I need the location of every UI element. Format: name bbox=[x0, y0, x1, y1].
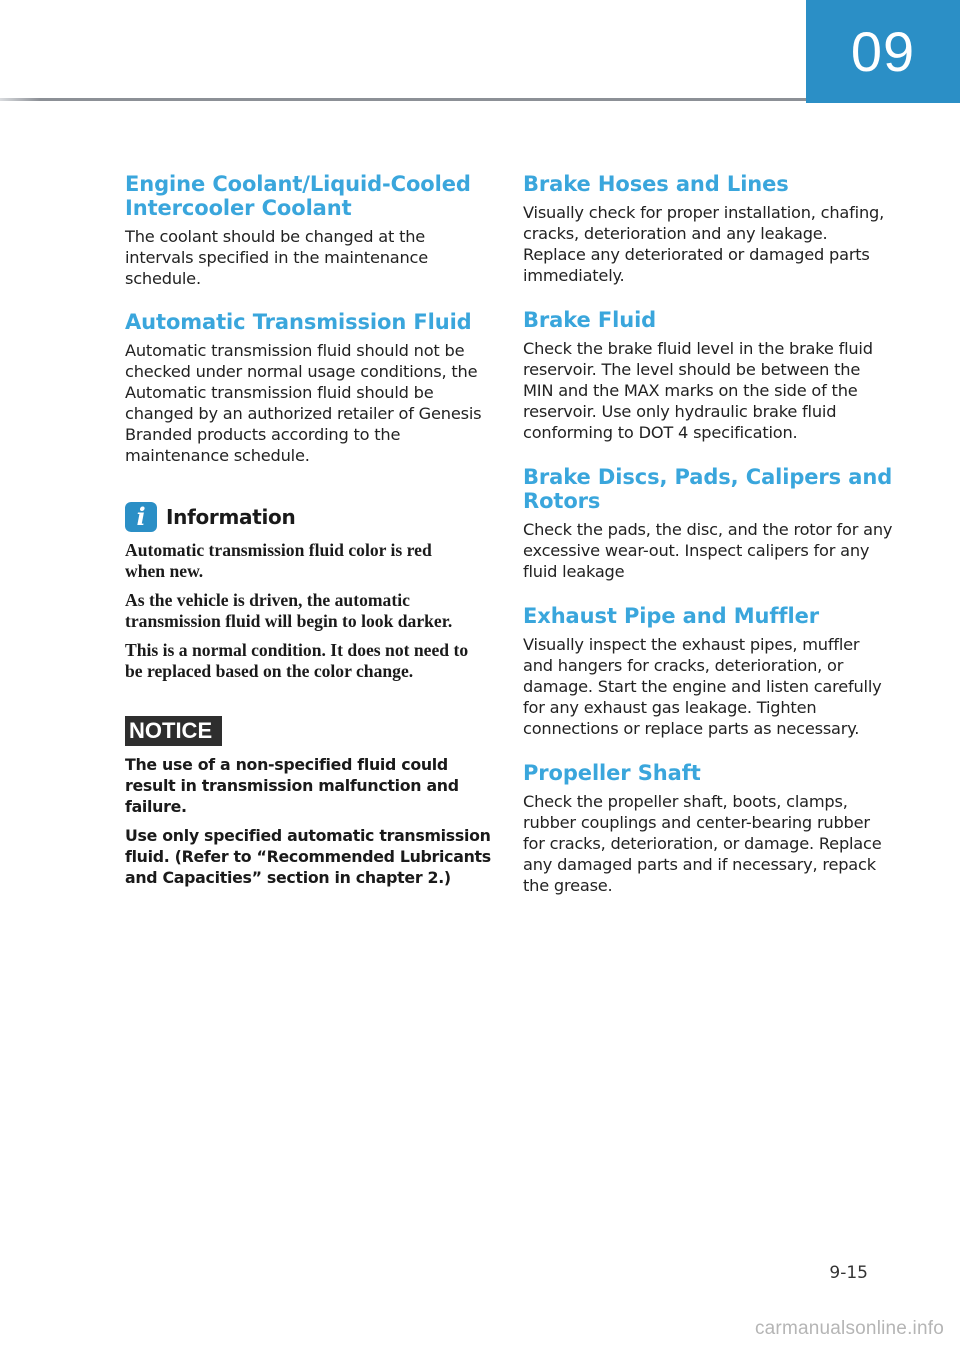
section-body: Check the brake fluid level in the brake fluid reservoir. The level should be between the MIN and the MAX marks on the side of the reservoir. Use only hydraulic brake fluid conforming to DOT 4 specification. bbox=[523, 339, 873, 442]
information-paragraph: As the vehicle is driven, the automatic transmission fluid will begin to look darker. bbox=[125, 590, 453, 631]
notice-paragraph: The use of a non-specified fluid could result in transmission malfunction and failure. bbox=[125, 755, 459, 816]
section-engine-coolant bbox=[125, 172, 495, 289]
information-paragraph: This is a normal condition. It does not need to be replaced based on the color change. bbox=[125, 640, 469, 681]
header-rule-fade bbox=[0, 98, 40, 101]
section-body: Automatic transmission fluid should not be checked under normal usage conditions, the Automatic transmission fluid should be changed by an authorized retailer of Genesis Branded products according to the maintenance schedule. bbox=[125, 341, 482, 465]
section-brake-discs bbox=[523, 465, 893, 582]
section-automatic-transmission-fluid bbox=[125, 310, 495, 466]
notice-paragraph: Use only specified automatic transmission fluid. (Refer to “Recommended Lubricants and Capacities” section in chapter 2.) bbox=[125, 826, 491, 887]
information-header bbox=[125, 502, 495, 532]
section-body: The coolant should be changed at the intervals specified in the maintenance schedule. bbox=[125, 227, 428, 288]
left-column bbox=[125, 172, 495, 888]
header-rule bbox=[0, 98, 806, 101]
section-body: Visually inspect the exhaust pipes, muffler and hangers for cracks, deterioration, or damage. Start the engine and listen carefully for any exhaust gas leakage. Tighten connections or replace parts as necessary. bbox=[523, 635, 882, 738]
information-paragraph: Automatic transmission fluid color is red when new. bbox=[125, 540, 432, 581]
information-box bbox=[125, 502, 495, 682]
section-body: Check the pads, the disc, and the rotor for any excessive wear-out. Inspect calipers for any fluid leakage bbox=[523, 520, 893, 581]
notice-badge: NOTICE bbox=[125, 716, 222, 746]
section-heading: Brake Hoses and Lines bbox=[523, 172, 789, 196]
section-propeller-shaft bbox=[523, 761, 893, 896]
section-heading: Brake Discs, Pads, Calipers and Rotors bbox=[523, 465, 893, 513]
section-brake-hoses bbox=[523, 172, 893, 286]
section-body: Check the propeller shaft, boots, clamps, rubber couplings and center-bearing rubber for cracks, deterioration, or damage. Replace any damaged parts and if necessary, repack the grease. bbox=[523, 792, 882, 895]
section-heading: Engine Coolant/Liquid-Cooled Intercooler Coolant bbox=[125, 172, 471, 220]
notice-box bbox=[125, 682, 495, 888]
page-number: 9-15 bbox=[829, 1263, 868, 1283]
section-heading: Exhaust Pipe and Muffler bbox=[523, 604, 819, 628]
watermark: carmanualsonline.info bbox=[754, 1318, 944, 1339]
chapter-tab: 09 bbox=[806, 0, 960, 103]
section-exhaust-pipe bbox=[523, 604, 893, 739]
section-brake-fluid bbox=[523, 308, 893, 443]
section-body: Visually check for proper installation, chafing, cracks, deterioration and any leakage. Replace any deteriorated or damaged parts immediately. bbox=[523, 203, 885, 285]
section-heading: Automatic Transmission Fluid bbox=[125, 310, 472, 334]
section-heading: Brake Fluid bbox=[523, 308, 657, 332]
right-column bbox=[523, 172, 893, 918]
information-icon: i bbox=[125, 502, 157, 532]
information-title: Information bbox=[166, 505, 296, 529]
section-heading: Propeller Shaft bbox=[523, 761, 701, 785]
